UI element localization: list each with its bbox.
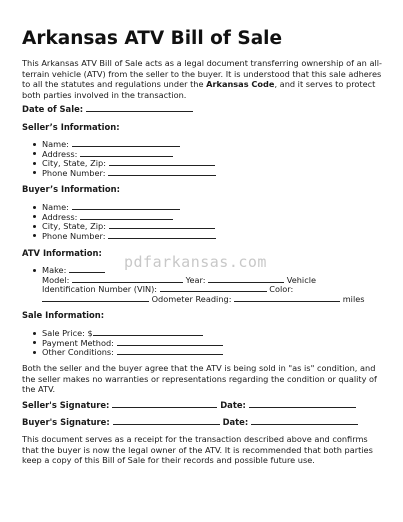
atv-vin-row bbox=[42, 284, 293, 294]
atv-model-row bbox=[42, 275, 316, 285]
atv-odometer-field[interactable] bbox=[234, 294, 340, 302]
seller-address-label: Address: bbox=[42, 148, 78, 159]
buyer-heading: Buyer’s Information: bbox=[22, 184, 120, 194]
seller-city-field[interactable] bbox=[109, 158, 215, 166]
payment-method-row bbox=[42, 338, 223, 348]
atv-model-field[interactable] bbox=[72, 275, 183, 283]
intro-paragraph bbox=[22, 58, 384, 100]
other-conditions-row bbox=[42, 347, 223, 357]
atv-vin-label-b: Identification Number (VIN): bbox=[42, 284, 158, 294]
atv-year-field[interactable] bbox=[208, 275, 284, 283]
buyer-address-row bbox=[42, 212, 173, 222]
buyer-signature-date-field[interactable] bbox=[251, 417, 358, 425]
sale-price-row bbox=[42, 328, 203, 338]
as-is-paragraph: Both the seller and the buyer agree that the ATV is being sold in "as is" condition, and the seller makes no warranties or representations regarding the condition or quality of the ATV. bbox=[22, 363, 377, 395]
atv-make-label: Make: bbox=[42, 265, 67, 275]
buyer-signature-label: Buyer's Signature: bbox=[22, 417, 110, 427]
buyer-name-field[interactable] bbox=[72, 202, 180, 210]
sale-price-field[interactable] bbox=[93, 328, 203, 336]
atv-vin-label-a: Vehicle bbox=[286, 274, 317, 285]
closing-paragraph: This document serves as a receipt for the transaction described above and confirms that the buyer is now the legal owner of the ATV. It is recommended that both parties keep a copy of this Bill of Sale for their records and possible future use. bbox=[22, 434, 373, 466]
buyer-phone-label: Phone Number: bbox=[42, 230, 106, 241]
seller-address-row bbox=[42, 149, 173, 159]
seller-heading: Seller’s Information: bbox=[22, 122, 120, 132]
sale-price-label: Sale Price: $ bbox=[42, 328, 93, 338]
atv-color-field[interactable] bbox=[42, 294, 149, 302]
atv-odometer-label: Odometer Reading: bbox=[151, 293, 232, 304]
atv-heading: ATV Information: bbox=[22, 248, 102, 258]
seller-signature-field[interactable] bbox=[112, 400, 217, 408]
atv-year-label: Year: bbox=[185, 274, 206, 285]
seller-name-field[interactable] bbox=[72, 139, 180, 147]
atv-vin-field[interactable] bbox=[160, 284, 267, 292]
arkansas-code-bold: Arkansas Code bbox=[206, 79, 275, 90]
seller-address-field[interactable] bbox=[80, 149, 173, 157]
seller-phone-field[interactable] bbox=[108, 168, 216, 176]
seller-city-row bbox=[42, 158, 215, 168]
date-of-sale-field[interactable] bbox=[86, 104, 193, 112]
buyer-city-field[interactable] bbox=[109, 221, 215, 229]
buyer-phone-row bbox=[42, 231, 216, 241]
date-of-sale-label: Date of Sale: bbox=[22, 104, 84, 114]
atv-odometer-row bbox=[42, 294, 365, 304]
buyer-name-row bbox=[42, 202, 180, 212]
buyer-address-field[interactable] bbox=[80, 212, 173, 220]
intro-text-a: This Arkansas ATV Bill of Sale acts as a legal document transferring ownership of an all-terrain vehicle (ATV) from the seller to the buyer. It is understood that this sale adheres to all the statutes and regulations under the bbox=[22, 58, 382, 90]
buyer-signature-row bbox=[22, 417, 358, 427]
buyer-phone-field[interactable] bbox=[108, 231, 216, 239]
atv-make-field[interactable] bbox=[69, 265, 105, 273]
buyer-signature-date-label: Date: bbox=[222, 417, 249, 427]
pdfarkansas-watermark: pdfarkansas.com bbox=[124, 253, 267, 271]
payment-method-field[interactable] bbox=[117, 338, 223, 346]
other-conditions-label: Other Conditions: bbox=[42, 347, 114, 357]
buyer-city-row bbox=[42, 221, 215, 231]
atv-color-label: Color: bbox=[269, 284, 294, 294]
seller-signature-row bbox=[22, 400, 356, 410]
document-title: Arkansas ATV Bill of Sale bbox=[22, 28, 283, 49]
atv-miles-label: miles bbox=[342, 293, 365, 304]
date-of-sale-row bbox=[22, 104, 193, 114]
seller-phone-row bbox=[42, 168, 216, 178]
seller-name-label: Name: bbox=[42, 139, 69, 149]
sale-heading: Sale Information: bbox=[22, 310, 105, 320]
payment-method-label: Payment Method: bbox=[42, 337, 114, 348]
buyer-signature-field[interactable] bbox=[113, 417, 220, 425]
seller-city-label: City, State, Zip: bbox=[42, 158, 106, 168]
atv-model-label: Model: bbox=[42, 274, 70, 285]
seller-name-row bbox=[42, 139, 180, 149]
seller-signature-label: Seller's Signature: bbox=[22, 400, 110, 410]
intro-text-b: , and it serves to protect both parties involved in the transaction. bbox=[22, 79, 376, 100]
buyer-city-label: City, State, Zip: bbox=[42, 221, 106, 231]
other-conditions-field[interactable] bbox=[117, 347, 223, 355]
seller-signature-date-field[interactable] bbox=[249, 400, 356, 408]
seller-phone-label: Phone Number: bbox=[42, 167, 106, 178]
buyer-address-label: Address: bbox=[42, 211, 78, 222]
buyer-name-label: Name: bbox=[42, 202, 69, 212]
seller-signature-date-label: Date: bbox=[220, 400, 246, 410]
atv-make-row bbox=[42, 265, 105, 275]
